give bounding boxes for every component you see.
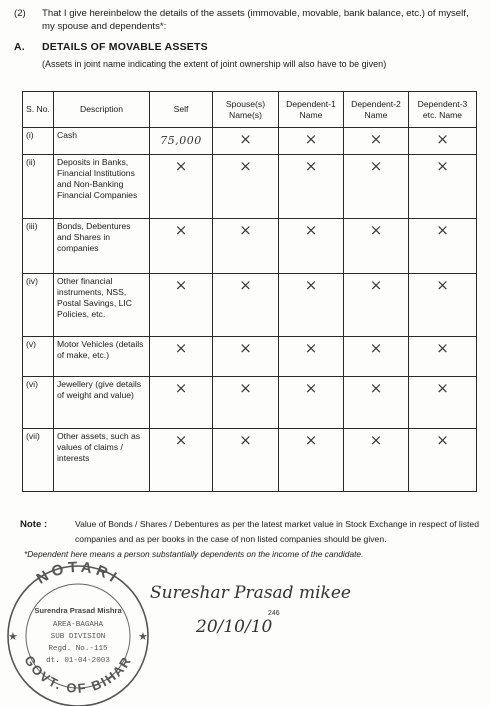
header-dependent-1: Dependent-1 Name	[279, 92, 344, 128]
row-description: Motor Vehicles (details of make, etc.)	[54, 337, 150, 377]
row-dep1-value: ×	[279, 128, 344, 155]
row-spouse-value: ×	[213, 128, 279, 155]
signature	[150, 570, 351, 610]
stamp-star-icon: ★	[138, 631, 148, 643]
row-self-value: ×	[150, 155, 213, 219]
row-spouse-value: ×	[213, 155, 279, 219]
row-self-value: ×	[150, 337, 213, 377]
header-spouse: Spouse(s) Name(s)	[213, 92, 279, 128]
row-spouse-value: ×	[213, 377, 279, 429]
table-row	[23, 128, 477, 155]
value-note	[20, 517, 486, 547]
intro-text: That I give hereinbelow the details of the assets (immovable, movable, bank balance, etc.) of myself, my spouse and dependents*:	[42, 8, 469, 32]
stamp-name: Surendra Prasad Mishra	[34, 606, 122, 615]
note-label: Note :	[20, 519, 48, 530]
row-dep1-value: ×	[279, 377, 344, 429]
row-dep3-value: ×	[409, 155, 477, 219]
signature-date-text: 20/10/10	[196, 617, 273, 637]
table-row	[23, 219, 477, 274]
table-row	[23, 377, 477, 429]
row-self-value: ×	[150, 219, 213, 274]
row-spouse-value: ×	[213, 274, 279, 337]
signature-number: 246	[268, 610, 280, 617]
row-sno: (ii)	[23, 155, 54, 219]
row-spouse-value: ×	[213, 429, 279, 492]
table-row	[23, 429, 477, 492]
header-sno: S. No.	[23, 92, 54, 128]
row-description: Deposits in Banks, Financial Institutions and Non-Banking Financial Companies	[54, 155, 150, 219]
header-self: Self	[150, 92, 213, 128]
stamp-area: AREA-BAGAHA	[52, 621, 104, 629]
signature-text: Sureshar Prasad mikee	[150, 583, 351, 603]
row-dep1-value: ×	[279, 429, 344, 492]
notary-stamp	[0, 556, 162, 706]
cash-amount: 75,000	[160, 134, 202, 147]
stamp-regd: Regd. No.-115	[48, 645, 108, 653]
header-dependent-2: Dependent-2 Name	[344, 92, 409, 128]
section-note: (Assets in joint name indicating the extent of joint ownership will also have to be given)	[42, 59, 387, 69]
row-dep1-value: ×	[279, 155, 344, 219]
row-dep2-value: ×	[344, 429, 409, 492]
stamp-date: dt. 01-04-2003	[46, 657, 110, 665]
row-dep2-value: ×	[344, 377, 409, 429]
row-dep1-value: ×	[279, 219, 344, 274]
row-dep3-value: ×	[409, 377, 477, 429]
intro-paragraph	[14, 7, 484, 33]
movable-assets-table	[22, 91, 477, 492]
table-row	[23, 155, 477, 219]
row-sno: (v)	[23, 337, 54, 377]
row-description: Cash	[54, 128, 150, 155]
row-description: Other financial instruments, NSS, Postal Savings, LIC Policies, etc.	[54, 274, 150, 337]
row-dep1-value: ×	[279, 337, 344, 377]
row-sno: (iv)	[23, 274, 54, 337]
row-sno: (vi)	[23, 377, 54, 429]
row-dep2-value: ×	[344, 274, 409, 337]
row-dep2-value: ×	[344, 155, 409, 219]
row-dep3-value: ×	[409, 429, 477, 492]
stamp-top-text: NOTARI	[33, 558, 123, 588]
row-dep2-value: ×	[344, 337, 409, 377]
row-sno: (vii)	[23, 429, 54, 492]
row-self-value: ×	[150, 429, 213, 492]
row-spouse-value: ×	[213, 337, 279, 377]
row-self-value: ×	[150, 377, 213, 429]
row-dep2-value: ×	[344, 219, 409, 274]
dependent-footnote: *Dependent here means a person substantially dependents on the income of the candidate.	[24, 549, 364, 559]
intro-number: (2)	[14, 8, 26, 19]
row-dep2-value: ×	[344, 128, 409, 155]
row-spouse-value: ×	[213, 219, 279, 274]
row-dep3-value: ×	[409, 219, 477, 274]
note-text: Value of Bonds / Shares / Debentures as per the latest market value in Stock Exchange in respect of listed companies and as per books in the case of non listed companies should be given.	[75, 519, 479, 544]
section-letter: A.	[14, 41, 25, 53]
row-sno: (i)	[23, 128, 54, 155]
row-sno: (iii)	[23, 219, 54, 274]
row-self-value: ×	[150, 274, 213, 337]
header-description: Description	[54, 92, 150, 128]
row-description: Bonds, Debentures and Shares in companies	[54, 219, 150, 274]
table-row	[23, 274, 477, 337]
stamp-bottom-text: GOVT. OF BIHAR	[21, 652, 135, 696]
stamp-division: SUB DIVISION	[50, 633, 106, 641]
row-dep1-value: ×	[279, 274, 344, 337]
signature-date	[196, 606, 286, 640]
table-row	[23, 337, 477, 377]
section-title: DETAILS OF MOVABLE ASSETS	[42, 41, 208, 53]
row-dep3-value: ×	[409, 274, 477, 337]
table-header-row	[23, 92, 477, 128]
row-description: Other assets, such as values of claims / interests	[54, 429, 150, 492]
row-self-value	[150, 128, 213, 155]
header-dependent-3: Dependent-3 etc. Name	[409, 92, 477, 128]
stamp-star-icon: ★	[8, 631, 18, 643]
row-description: Jewellery (give details of weight and value)	[54, 377, 150, 429]
row-dep3-value: ×	[409, 337, 477, 377]
row-dep3-value: ×	[409, 128, 477, 155]
